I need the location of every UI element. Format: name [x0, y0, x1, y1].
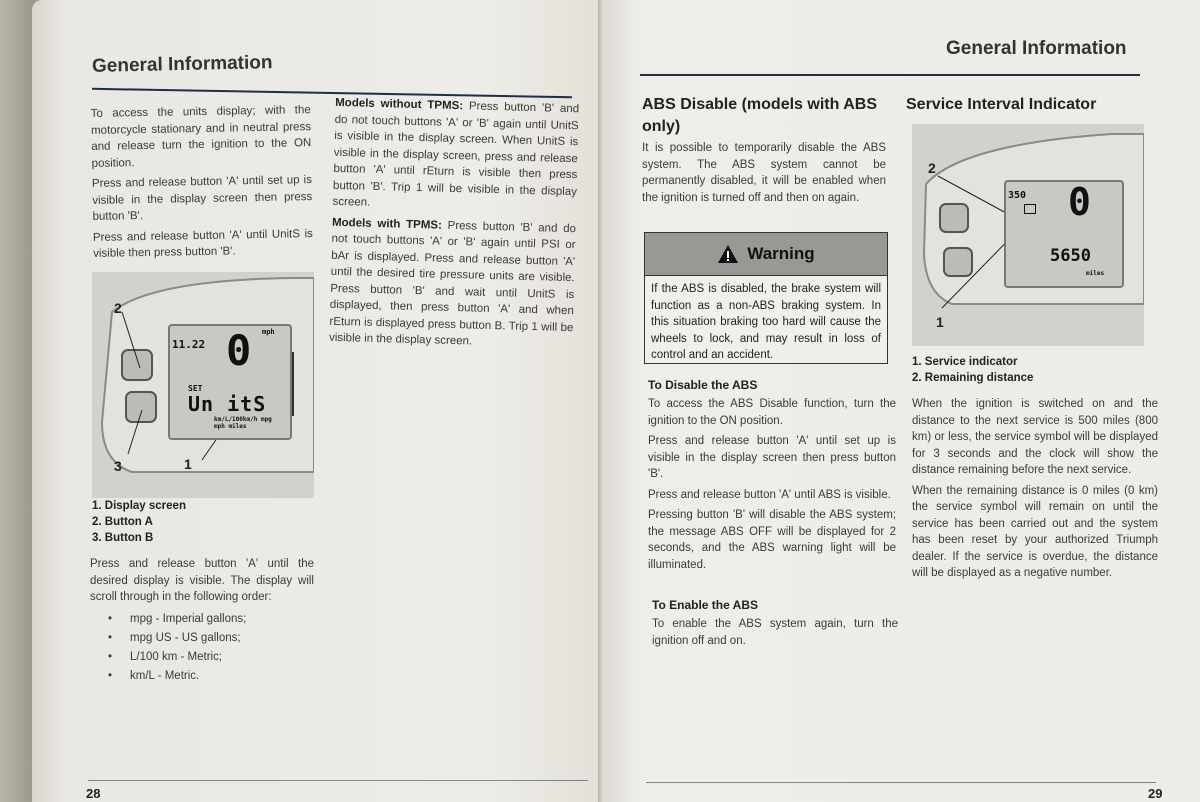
list-item: • L/100 km - Metric;	[130, 648, 314, 667]
instrument-figure	[92, 272, 314, 498]
warning-header	[645, 233, 887, 276]
left-page	[32, 0, 602, 802]
scroll-text	[90, 556, 314, 686]
lcd-odo: 11.22	[172, 338, 206, 351]
caption-item: 2. Button A	[92, 516, 153, 528]
lcd-set: SET	[188, 384, 203, 393]
paragraph: To access the units display; with the motorcycle stationary and in neutral press and release turn the ignition to the ON position.	[90, 104, 312, 170]
paragraph-body: Press button 'B' and do not touch buttons 'A' or 'B' again until PSI or bAr is displayed. Press and release button 'A' until the desired tire pressure units are visible. Press button 'B' and wait until UnitS is displayed, then press button 'A' and when rEturn is displayed press button B. Trip 1 will be visible in the display screen.	[328, 219, 577, 348]
warning-triangle-icon	[717, 244, 739, 264]
lcd-odometer: 5650	[1050, 246, 1091, 266]
callout-2: 2	[928, 160, 936, 176]
caption-item: 2. Remaining distance	[912, 372, 1034, 384]
figure-captions	[92, 498, 186, 546]
paragraph	[329, 214, 576, 352]
paragraph: Press and release button 'A' until set up is visible in the display screen then press button 'B'.	[648, 435, 896, 480]
disable-title: To Disable the ABS	[648, 378, 758, 392]
list-item: • mpg - Imperial gallons;	[130, 610, 314, 629]
paragraph: Press and release button 'A' until ABS is visible.	[648, 488, 891, 501]
lcd-speed: 0	[1068, 180, 1091, 224]
right-page	[606, 0, 1200, 802]
list-item: • km/L - Metric.	[130, 667, 314, 686]
paragraph: Press and release button 'A' until UnitS is visible then press button 'B'.	[92, 227, 313, 260]
paragraph	[332, 95, 579, 217]
paragraph: Press and release button 'A' until the desired display is visible. The display will scroll through in the following order:	[90, 558, 314, 603]
caption-item: 1. Display screen	[92, 500, 186, 512]
warning-text: If the ABS is disabled, the brake system will function as a non-ABS braking system. In this situation braking too hard will cause the wheels to lock, and may result in loss of control and an accident.	[651, 283, 881, 361]
paragraph: When the ignition is switched on and the distance to the next service is 500 miles (800 km) or less, the service symbol will be displayed for 3 seconds and the clock will show the distance remaining before the next service.	[912, 398, 1158, 476]
service-wrench-icon	[1024, 204, 1036, 214]
page-header: General Information	[946, 38, 1127, 59]
service-figure	[912, 124, 1144, 346]
caption-item: 1. Service indicator	[912, 356, 1018, 368]
abs-intro	[642, 140, 886, 210]
lcd-units: Un itS	[188, 392, 267, 416]
lcd-miles: miles	[1086, 270, 1105, 277]
page-header: General Information	[91, 52, 273, 77]
desk-edge	[0, 0, 34, 802]
lcd-remaining-distance: 350	[1008, 190, 1027, 201]
paragraph: Pressing button 'B' will disable the ABS system; the message ABS OFF will be displayed for 2 seconds, and the ABS warning light will be illuminated.	[648, 509, 896, 571]
service-text	[912, 396, 1158, 586]
lcd-mph: mph	[262, 328, 275, 336]
page-number: 28	[86, 786, 101, 801]
enable-text	[652, 616, 898, 653]
footer-rule	[646, 782, 1156, 783]
service-display-screen	[1004, 180, 1124, 288]
paragraph: Press and release button 'A' until set up is visible in the display screen then press button 'B'.	[91, 174, 313, 223]
figure-captions	[912, 354, 1033, 386]
units-list	[90, 610, 314, 686]
disable-text	[648, 396, 896, 577]
header-rule	[92, 88, 572, 98]
paragraph: It is possible to temporarily disable the ABS system. The ABS system cannot be permanently disabled, it will be enabled when the ignition is turned off and then on again.	[642, 142, 886, 204]
enable-title: To Enable the ABS	[652, 598, 759, 612]
lcd-speed: 0	[226, 326, 252, 375]
footer-rule	[88, 780, 588, 781]
paragraph-body: Press button 'B' and do not touch buttons 'A' or 'B' again until UnitS is visible in the display screen. When UnitS is visible in the display screen, press and release button 'A' until rEturn is visible then press button 'B'. Trip 1 will be visible in the display screen.	[332, 100, 580, 209]
abs-title: ABS Disable (models with ABS only)	[642, 96, 877, 135]
service-indicator-title: Service Interval Indicator	[906, 96, 1097, 113]
callout-1: 1	[184, 456, 192, 472]
display-screen	[168, 324, 292, 440]
list-item: • mpg US - US gallons;	[130, 629, 314, 648]
callout-3: 3	[114, 458, 122, 474]
caption-item: 3. Button B	[92, 532, 154, 544]
col1-text	[91, 102, 314, 266]
warning-box	[644, 232, 888, 364]
callout-1: 1	[936, 314, 944, 330]
col2-text	[329, 95, 580, 357]
page-number: 29	[1148, 786, 1163, 801]
callout-2: 2	[114, 300, 122, 316]
lead-label: Models without TPMS:	[335, 96, 464, 113]
paragraph: To access the ABS Disable function, turn the ignition to the ON position.	[648, 398, 896, 427]
header-rule	[640, 74, 1140, 76]
paragraph: When the remaining distance is 0 miles (0 km) the service symbol will remain on until the service has been carried out and the system has been reset by your authorized Triumph dealer. If the service is overdue, the distance will be displayed as a negative number.	[912, 484, 1158, 579]
lead-label: Models with TPMS:	[331, 216, 443, 232]
lcd-unit-labels: km/L/100km/h mpg mph miles	[214, 416, 272, 430]
warning-label: Warning	[747, 244, 815, 263]
paragraph: To enable the ABS system again, turn the ignition off and on.	[652, 618, 898, 647]
